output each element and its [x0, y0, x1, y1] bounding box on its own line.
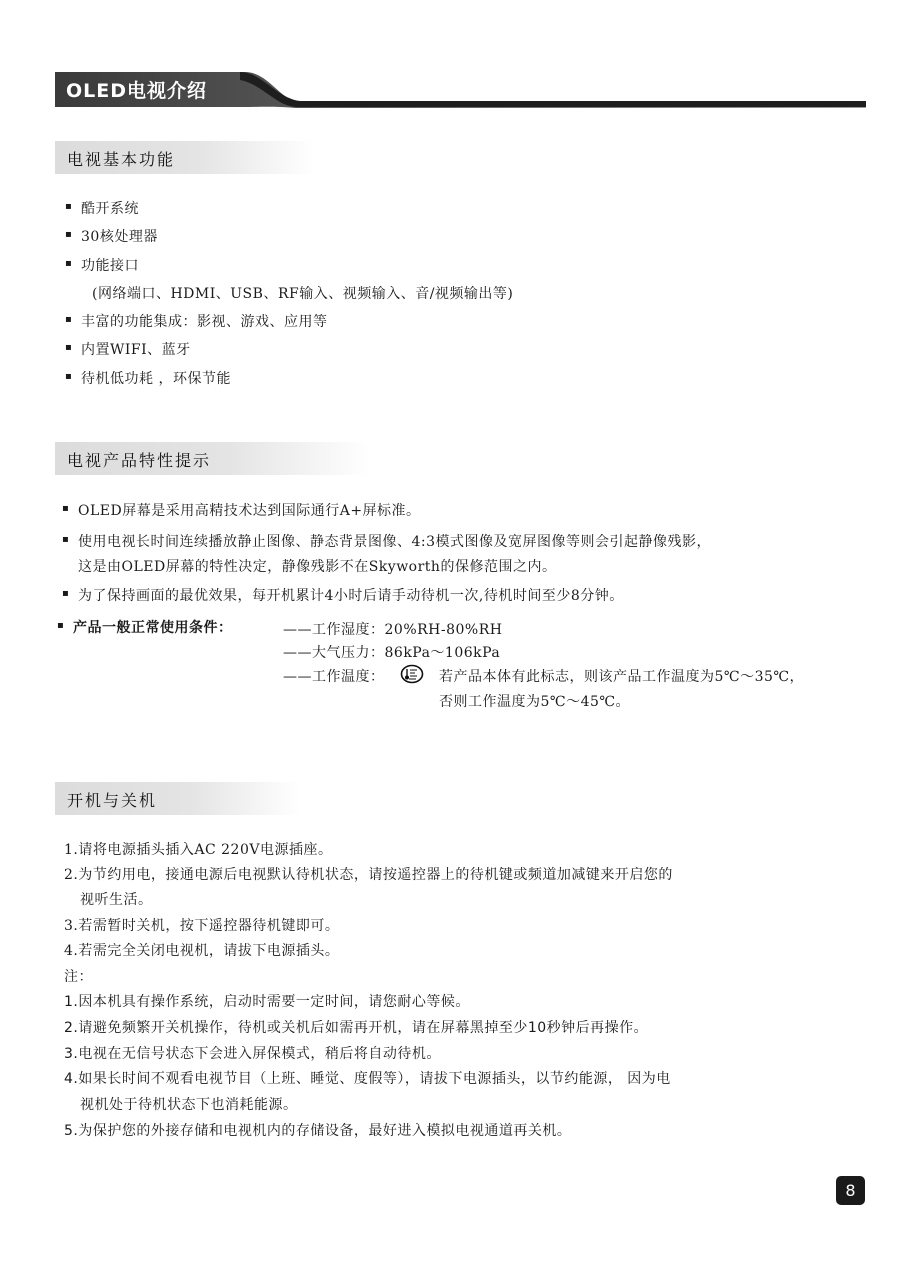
list-item: ▪ 为了保持画面的最优效果，每开机累计4小时后请手动待机一次,待机时间至少8分钟。	[78, 585, 624, 605]
list-item: ▪ 功能接口	[81, 255, 139, 275]
step-item: 4.若需完全关闭电视机，请拔下电源插头。	[64, 943, 340, 959]
section-title: 开机与关机	[67, 791, 158, 810]
list-item: ▪ 酷开系统	[81, 198, 139, 218]
note-label: 注：	[64, 969, 93, 985]
temperature-note: 若产品本体有此标志，则该产品工作温度为5℃～35℃，	[439, 669, 805, 685]
list-item: ▪ 30核处理器	[81, 226, 158, 246]
list-item-continued: 这是由OLED屏幕的特性决定，静像残影不在Skyworth的保修范围之内。	[78, 559, 557, 575]
section-header-features	[55, 442, 370, 475]
note-item: 2.请避免频繁开关机操作，待机或关机后如需再开机，请在屏幕黑掉至少10秒钟后再操作。	[64, 1020, 649, 1036]
list-item: ▪ 待机低功耗 ，环保节能	[81, 368, 231, 388]
step-item: 2.为节约用电，接通电源后电视默认待机状态，请按遥控器上的待机键或频道加减键来开启您的	[64, 867, 673, 883]
step-item: 3.若需暂时关机，按下遥控器待机键即可。	[64, 918, 340, 934]
condition-pressure: ——大气压力：86kPa～106kPa	[283, 645, 501, 661]
note-item: 5.为保护您的外接存储和电视机内的存储设备，最好进入模拟电视通道再关机。	[64, 1123, 572, 1139]
list-item-detail: (网络端口、HDMI、USB、RF输入、视频输入、音/视频输出等)	[92, 286, 514, 302]
temperature-mark-icon	[400, 664, 424, 684]
condition-humidity: ——工作湿度：20%RH-80%RH	[283, 622, 503, 638]
step-item: 1.请将电源插头插入AC 220V电源插座。	[64, 842, 333, 858]
step-item-continued: 视听生活。	[80, 892, 153, 908]
note-item: 1.因本机具有操作系统，启动时需要一定时间，请您耐心等候。	[64, 994, 470, 1010]
note-item-continued: 视机处于待机状态下也消耗能源。	[80, 1097, 298, 1113]
page-number: 8	[836, 1176, 865, 1205]
section-title: 电视产品特性提示	[67, 451, 212, 470]
note-item: 3.电视在无信号状态下会进入屏保模式，稍后将自动待机。	[64, 1046, 441, 1062]
note-item: 4.如果长时间不观看电视节目（上班、睡觉、度假等），请拔下电源插头，以节约能源， 因为电	[64, 1071, 671, 1087]
page-title: OLED电视介绍	[66, 80, 208, 102]
conditions-label: ▪ 产品一般正常使用条件：	[73, 617, 233, 637]
list-item: ▪ 使用电视长时间连续播放静止图像、静态背景图像、4:3模式图像及宽屏图像等则会引起静像残影，	[78, 531, 711, 551]
list-item: ▪ OLED屏幕是采用高精技术达到国际通行A+屏标准。	[78, 500, 421, 520]
temperature-note-alt: 否则工作温度为5℃～45℃。	[439, 694, 631, 710]
section-title: 电视基本功能	[67, 150, 176, 169]
list-item: ▪ 丰富的功能集成：影视、游戏、应用等	[81, 311, 328, 331]
condition-temperature: ——工作温度：	[283, 669, 385, 685]
list-item: ▪ 内置WIFI、蓝牙	[81, 339, 191, 359]
section-header-basic	[55, 141, 315, 174]
section-header-power	[55, 782, 300, 815]
